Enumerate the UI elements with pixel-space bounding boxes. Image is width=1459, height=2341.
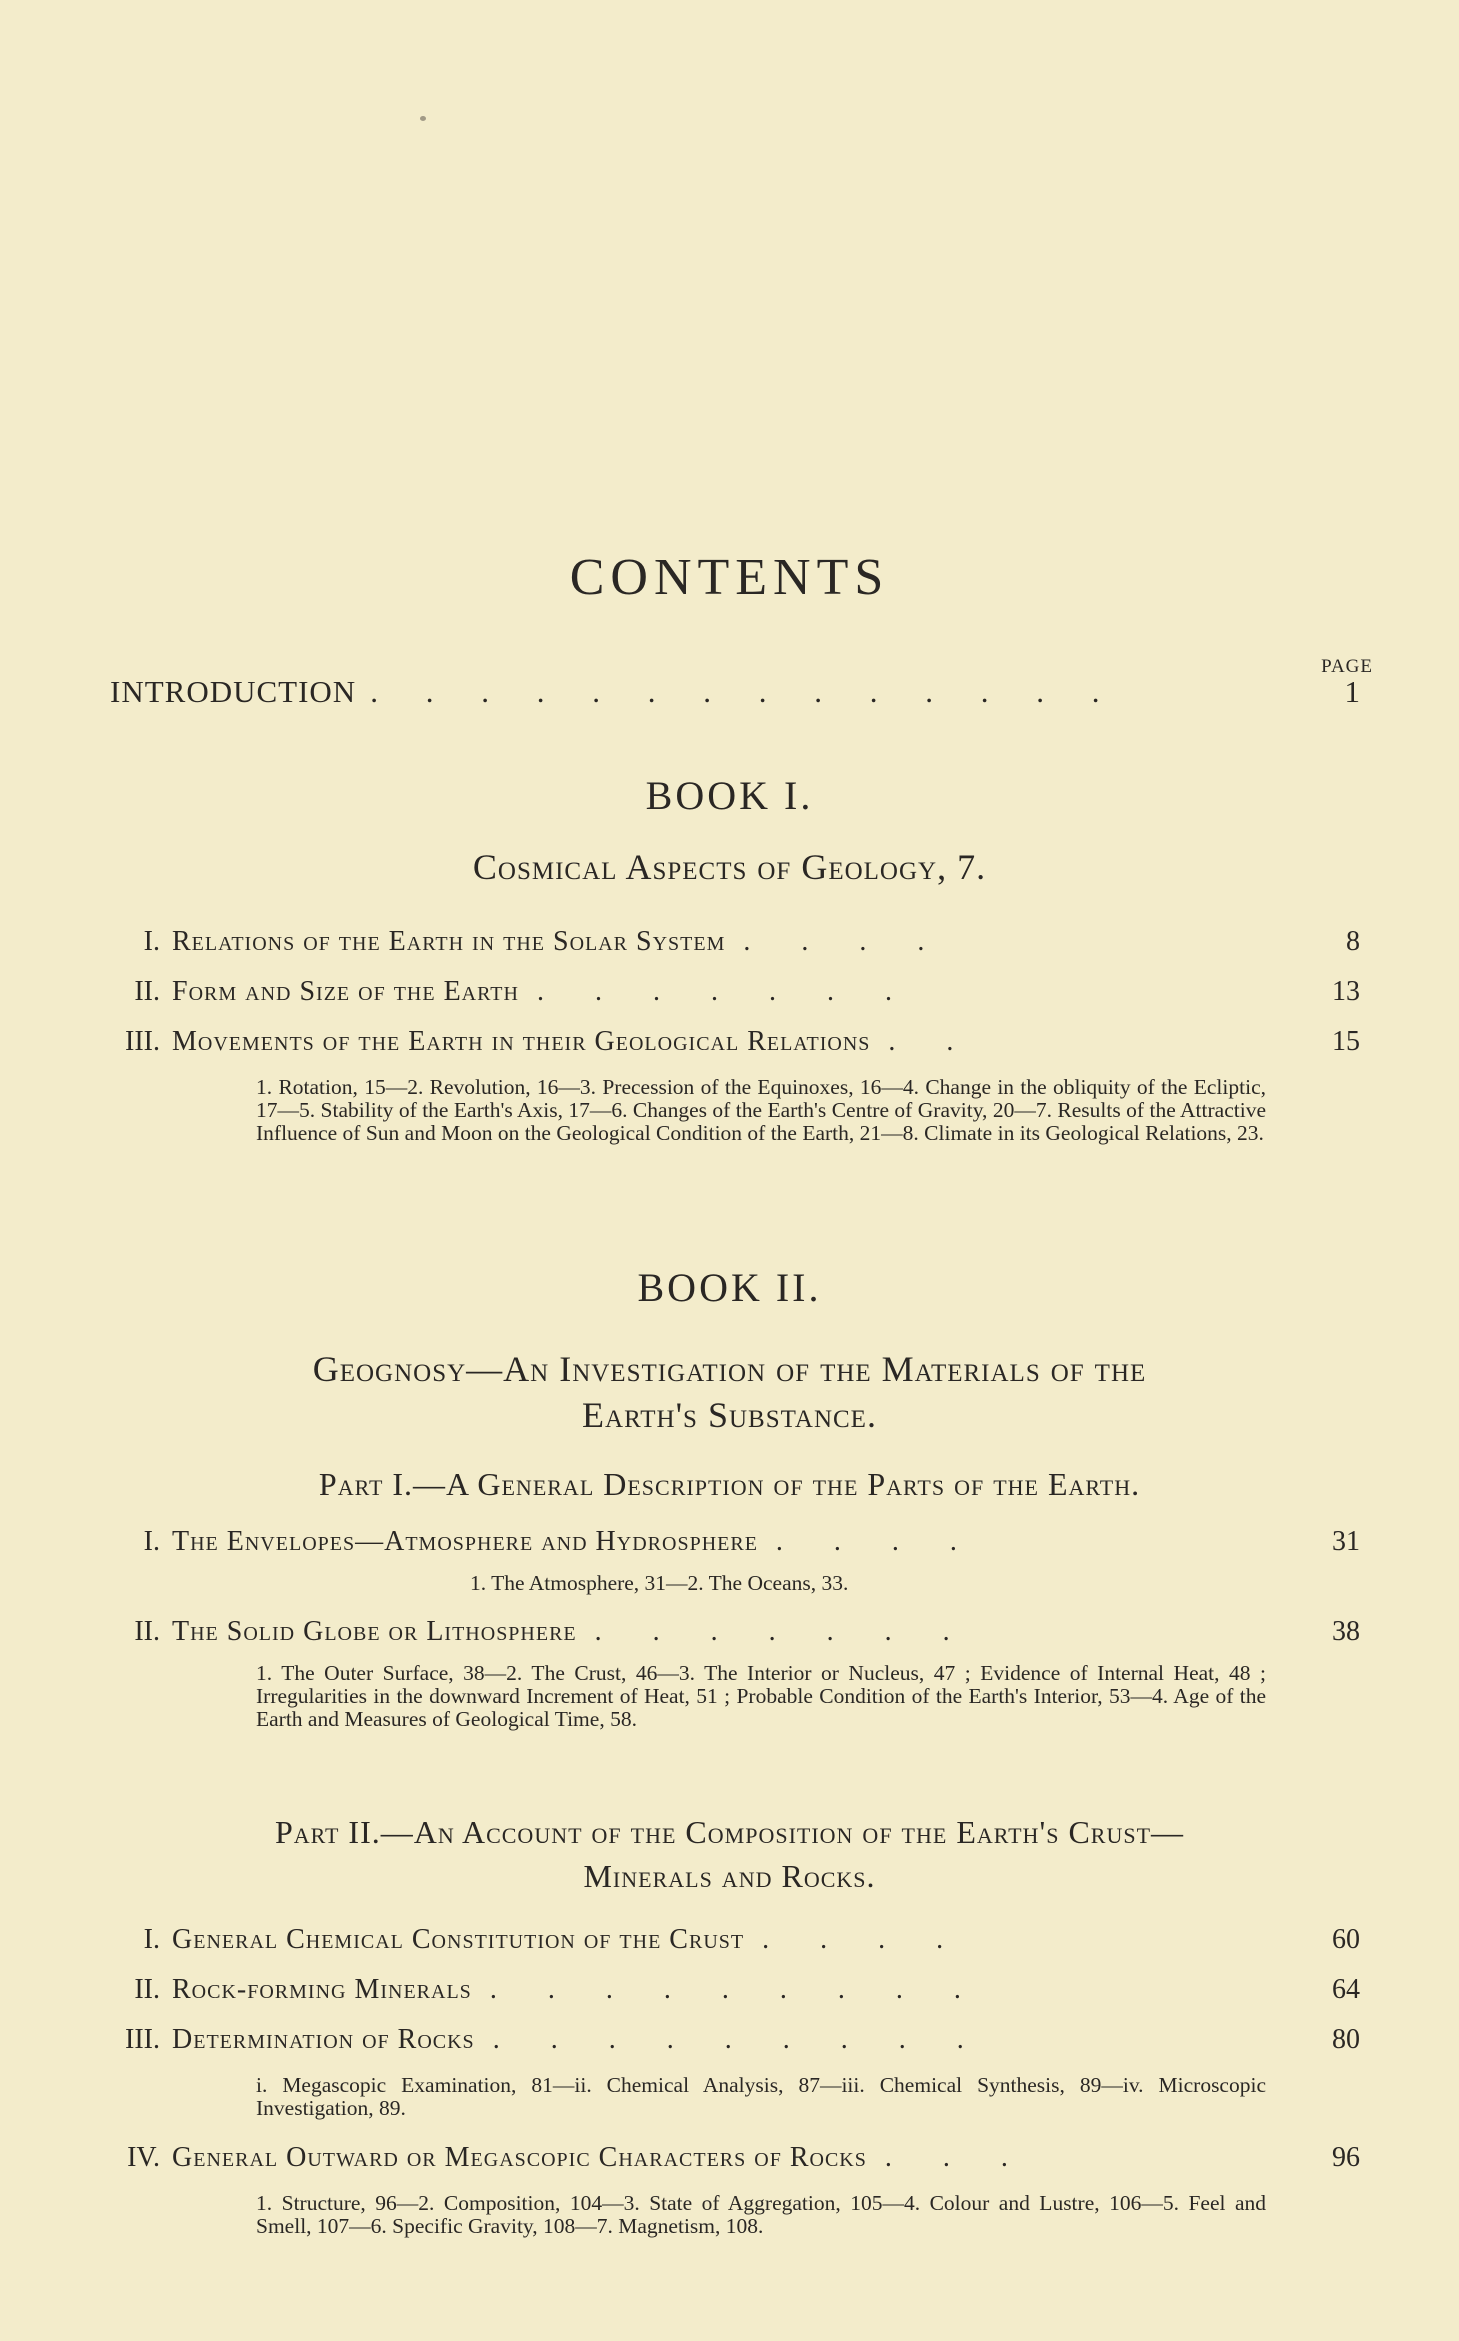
toc-entry-number: IV. bbox=[127, 2142, 160, 2173]
toc-entry-form-and-size[interactable] bbox=[110, 976, 1360, 1008]
leader-dots: . . . . bbox=[775, 1526, 957, 1557]
book-1-subtitle: Cosmical Aspects of Geology, 7. bbox=[472, 847, 987, 887]
toc-entry-solid-globe[interactable] bbox=[110, 1616, 1360, 1648]
toc-entry-number: I. bbox=[143, 1526, 160, 1557]
leader-dots: . . . . . . . bbox=[536, 976, 892, 1007]
toc-entry-label: General Outward or Megascopic Characters of Rocks bbox=[172, 2142, 867, 2173]
toc-entry-determination-of-rocks[interactable] bbox=[110, 2024, 1360, 2056]
toc-entry-number: II. bbox=[134, 1616, 160, 1647]
leader-dots: . . . bbox=[884, 2142, 1008, 2173]
toc-entry-number: III. bbox=[125, 1026, 160, 1057]
book-2-heading: BOOK II. bbox=[637, 1265, 822, 1310]
leader-dots: . . . . . . . . . . . . . . bbox=[370, 674, 1100, 709]
toc-entry-megascopic-characters[interactable] bbox=[110, 2142, 1360, 2174]
toc-entry-rock-forming-minerals[interactable] bbox=[110, 1974, 1360, 2006]
page-title: CONTENTS bbox=[569, 549, 890, 606]
page-column-heading: PAGE bbox=[1321, 656, 1373, 677]
toc-entry-page: 1 bbox=[1344, 674, 1360, 709]
toc-entry-page: 38 bbox=[1332, 1616, 1360, 1647]
toc-entry-details: 1. The Outer Surface, 38—2. The Crust, 46—3. The Interior or Nucleus, 47 ; Evidence of Internal Heat, 48 ; Irregularities in the downward Increment of Heat, 51 ; Probable Condition of the Earth's Interior, 53—4. Age of the Earth and Measures of Geological Time, 58. bbox=[256, 1661, 1266, 1731]
toc-entry-details: i. Megascopic Examination, 81—ii. Chemical Analysis, 87—iii. Chemical Synthesis, 89—iv. Microscopic Investigation, 89. bbox=[256, 2073, 1266, 2120]
leader-dots: . . . . . . . bbox=[594, 1616, 950, 1647]
toc-entry-number: II. bbox=[134, 976, 160, 1007]
toc-entry-label: Determination of Rocks bbox=[172, 2024, 475, 2055]
toc-entry-label: Form and Size of the Earth bbox=[172, 976, 519, 1007]
toc-entry-page: 15 bbox=[1332, 1026, 1360, 1057]
toc-entry-details: 1. Structure, 96—2. Composition, 104—3. State of Aggregation, 105—4. Colour and Lustre, 106—5. Feel and Smell, 107—6. Specific Gravity, 108—7. Magnetism, 108. bbox=[256, 2191, 1266, 2238]
toc-entry-number: I. bbox=[143, 926, 160, 957]
toc-entry-page: 80 bbox=[1332, 2024, 1360, 2055]
toc-entry-label: The Envelopes—Atmosphere and Hydrosphere bbox=[172, 1526, 758, 1557]
toc-entry-movements-of-earth[interactable] bbox=[110, 1026, 1360, 1058]
book-2-subtitle-line-2: Earth's Substance. bbox=[582, 1395, 877, 1435]
toc-entry-page: 31 bbox=[1332, 1526, 1360, 1557]
toc-entry-details: 1. Rotation, 15—2. Revolution, 16—3. Precession of the Equinoxes, 16—4. Change in the obliquity of the Ecliptic, 17—5. Stability of the Earth's Axis, 17—6. Changes of the Earth's Centre of Gravity, 20—7. Results of the Attractive Influence of Sun and Moon on the Geological Condition of the Earth, 21—8. Climate in its Geological Relations, 23. bbox=[256, 1075, 1266, 1145]
toc-entry-details: 1. The Atmosphere, 31—2. The Oceans, 33. bbox=[470, 1571, 849, 1595]
toc-entry-number: I. bbox=[143, 1924, 160, 1955]
leader-dots: . . bbox=[888, 1026, 954, 1057]
toc-entry-number: II. bbox=[134, 1974, 160, 2005]
leader-dots: . . . . . . . . . bbox=[492, 2024, 964, 2055]
toc-entry-label: Movements of the Earth in their Geological Relations bbox=[172, 1026, 871, 1057]
leader-dots: . . . . bbox=[762, 1924, 944, 1955]
part-2-heading-line-2: Minerals and Rocks. bbox=[583, 1858, 876, 1894]
toc-entry-label: Relations of the Earth in the Solar System bbox=[172, 926, 726, 957]
leader-dots: . . . . bbox=[743, 926, 925, 957]
part-1-heading: Part I.—A General Description of the Parts of the Earth. bbox=[318, 1466, 1141, 1502]
toc-entry-label: Rock-forming Minerals bbox=[172, 1974, 472, 2005]
toc-entry-relations-solar-system[interactable] bbox=[110, 926, 1360, 958]
toc-entry-page: 8 bbox=[1346, 926, 1360, 957]
toc-entry-introduction[interactable] bbox=[110, 674, 1360, 710]
book-2-subtitle-line-1: Geognosy—An Investigation of the Materials of the bbox=[312, 1349, 1147, 1389]
toc-entry-label: General Chemical Constitution of the Crust bbox=[172, 1924, 745, 1955]
leader-dots: . . . . . . . . . bbox=[489, 1974, 961, 2005]
toc-entry-page: 13 bbox=[1332, 976, 1360, 1007]
toc-entry-label: The Solid Globe or Lithosphere bbox=[172, 1616, 577, 1647]
ink-speck bbox=[420, 116, 426, 121]
part-2-heading-line-1: Part II.—An Account of the Composition of the Earth's Crust— bbox=[274, 1814, 1185, 1850]
book-1-heading: BOOK I. bbox=[645, 773, 814, 818]
toc-entry-page: 60 bbox=[1332, 1924, 1360, 1955]
toc-entry-page: 96 bbox=[1332, 2142, 1360, 2173]
toc-entry-number: III. bbox=[125, 2024, 160, 2055]
toc-entry-label: INTRODUCTION bbox=[110, 674, 357, 709]
toc-entry-chemical-constitution[interactable] bbox=[110, 1924, 1360, 1956]
toc-entry-page: 64 bbox=[1332, 1974, 1360, 2005]
toc-entry-envelopes[interactable] bbox=[110, 1526, 1360, 1558]
